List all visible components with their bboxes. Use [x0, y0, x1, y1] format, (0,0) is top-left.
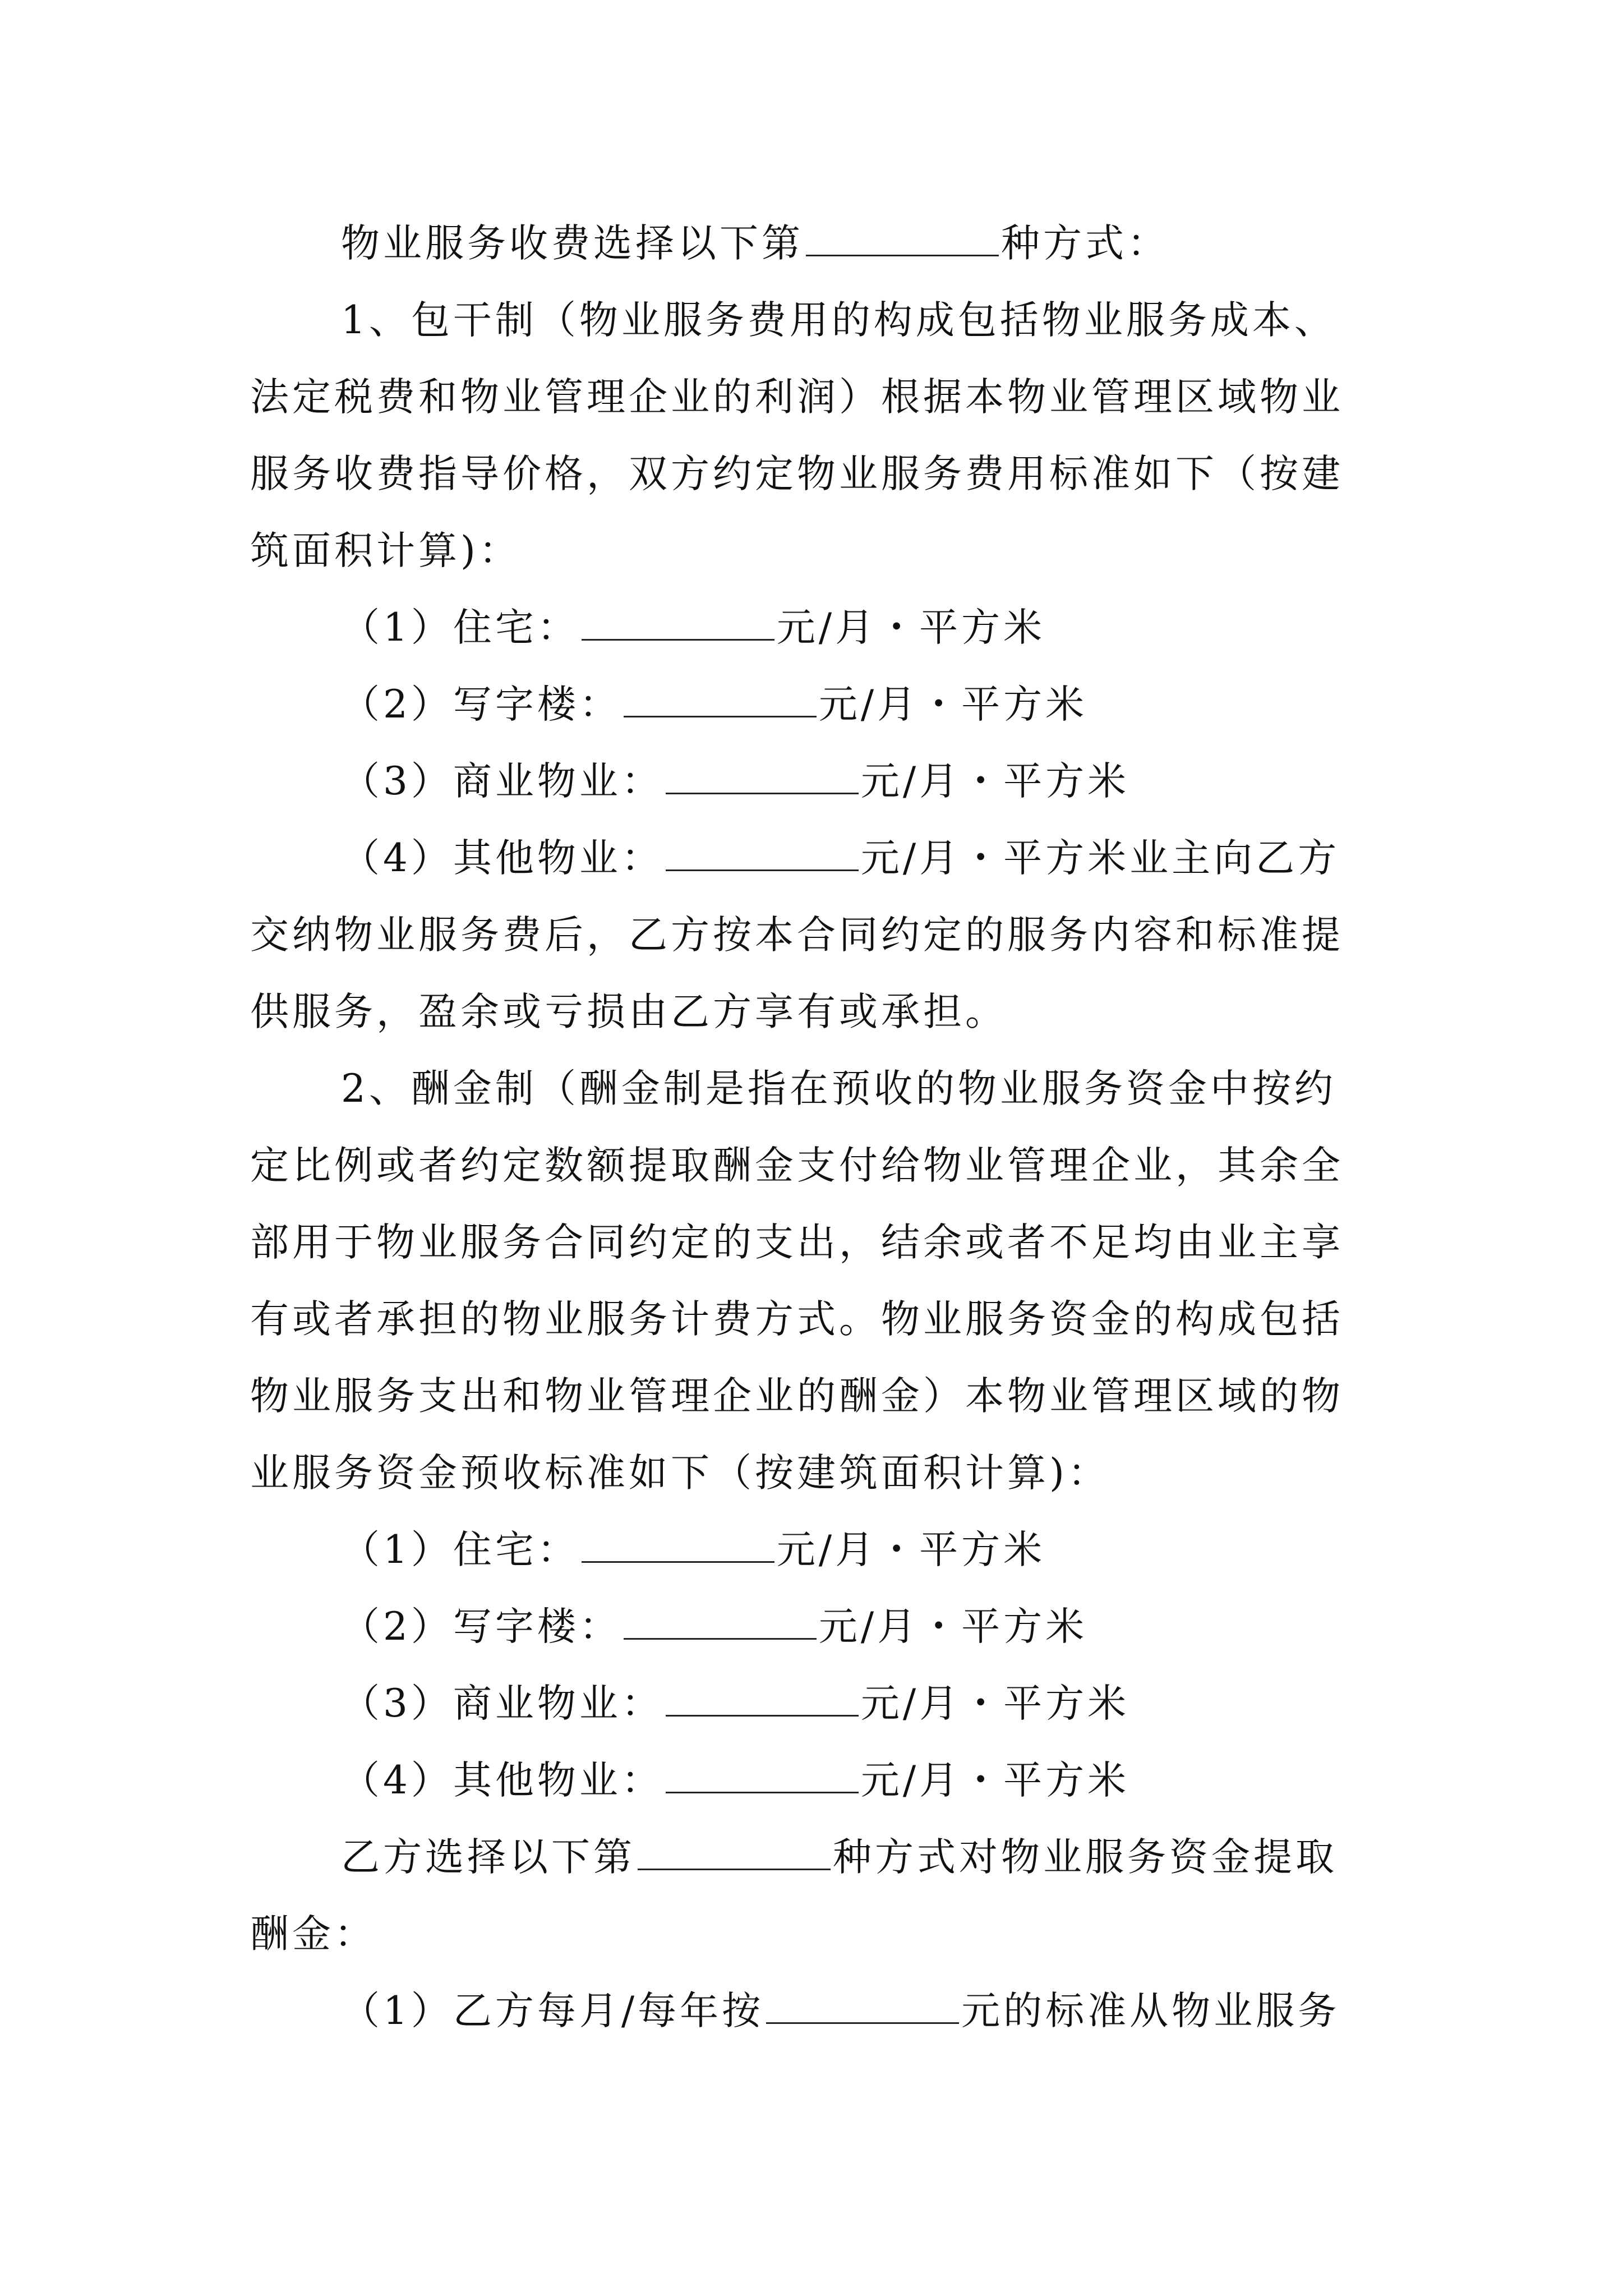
paragraph-line: [250, 436, 1377, 513]
line-text: 筑面积计算)：: [250, 528, 521, 573]
paragraph-line: [250, 1973, 1377, 2050]
line-text: （1）住宅：: [341, 605, 579, 650]
paragraph-line: [250, 359, 1377, 436]
line-text: 有或者承担的物业服务计费方式。物业服务资金的构成包括: [250, 1297, 1344, 1342]
paragraph-line: [250, 1358, 1377, 1435]
line-text: 部用于物业服务合同约定的支出，结余或者不足均由业主享: [250, 1220, 1344, 1265]
fill-in-blank[interactable]: [624, 1604, 817, 1640]
fill-in-blank[interactable]: [666, 1681, 859, 1717]
paragraph-line: [250, 1204, 1377, 1281]
paragraph-line: [250, 1281, 1377, 1358]
line-text: 种方式：: [1001, 221, 1169, 266]
line-text: 供服务，盈余或亏损由乙方享有或承担。: [250, 990, 1007, 1034]
fill-in-blank[interactable]: [666, 1758, 859, 1793]
paragraph-line: [250, 1742, 1377, 1819]
paragraph-line: [250, 1128, 1377, 1204]
paragraph-line: [250, 205, 1377, 282]
line-text: （3）商业物业：: [341, 759, 663, 804]
paragraph-line: [250, 820, 1377, 897]
document-body: [250, 205, 1377, 2050]
paragraph-line: [250, 282, 1377, 359]
line-text: （4）其他物业：: [341, 836, 663, 881]
line-text: 元/月・平方米: [860, 1681, 1130, 1726]
line-text: （3）商业物业：: [341, 1681, 663, 1726]
line-text: 1、包干制（物业服务费用的构成包括物业服务成本、: [341, 298, 1336, 343]
fill-in-blank[interactable]: [582, 605, 774, 641]
paragraph-line: [250, 1665, 1377, 1742]
line-text: 元/月・平方米: [818, 1604, 1088, 1649]
paragraph-line: [250, 666, 1377, 743]
paragraph-line: [250, 1819, 1377, 1896]
line-text: 元/月・平方米: [776, 605, 1046, 650]
line-text: 2、酬金制（酬金制是指在预收的物业服务资金中按约: [341, 1066, 1336, 1111]
line-text: （2）写字楼：: [341, 1604, 621, 1649]
fill-in-blank[interactable]: [806, 221, 999, 256]
line-text: 种方式对物业服务资金提取: [833, 1835, 1338, 1880]
line-text: 定比例或者约定数额提取酬金支付给物业管理企业，其余全: [250, 1143, 1344, 1188]
line-text: 服务收费指导价格，双方约定物业服务费用标准如下（按建: [250, 452, 1344, 496]
paragraph-line: [250, 1435, 1377, 1512]
line-text: 元/月・平方米: [818, 682, 1088, 727]
fill-in-blank[interactable]: [582, 1527, 774, 1563]
paragraph-line: [250, 743, 1377, 820]
line-text: 元/月・平方米: [860, 759, 1130, 804]
fill-in-blank[interactable]: [666, 759, 859, 794]
paragraph-line: [250, 1051, 1377, 1128]
line-text: （1）住宅：: [341, 1527, 579, 1572]
line-text: 物业服务支出和物业管理企业的酬金）本物业管理区域的物: [250, 1374, 1344, 1419]
line-text: 酬金：: [250, 1912, 376, 1957]
line-text: 物业服务收费选择以下第: [341, 221, 804, 266]
paragraph-line: [250, 1512, 1377, 1589]
line-text: （2）写字楼：: [341, 682, 621, 727]
line-text: 元/月・平方米业主向乙方: [860, 836, 1340, 881]
paragraph-line: [250, 513, 1377, 590]
fill-in-blank[interactable]: [638, 1835, 831, 1870]
fill-in-blank[interactable]: [766, 1989, 959, 2024]
line-text: （1）乙方每月/每年按: [341, 1989, 764, 2033]
paragraph-line: [250, 590, 1377, 666]
line-text: 元/月・平方米: [860, 1758, 1130, 1803]
fill-in-blank[interactable]: [624, 682, 817, 717]
fill-in-blank[interactable]: [666, 836, 859, 871]
line-text: （4）其他物业：: [341, 1758, 663, 1803]
line-text: 乙方选择以下第: [341, 1835, 635, 1880]
line-text: 业服务资金预收标准如下（按建筑面积计算)：: [250, 1451, 1110, 1496]
line-text: 元/月・平方米: [776, 1527, 1046, 1572]
paragraph-line: [250, 974, 1377, 1051]
line-text: 法定税费和物业管理企业的利润）根据本物业管理区域物业: [250, 375, 1344, 420]
paragraph-line: [250, 1896, 1377, 1973]
paragraph-line: [250, 897, 1377, 974]
line-text: 元的标准从物业服务: [961, 1989, 1340, 2033]
paragraph-line: [250, 1589, 1377, 1665]
line-text: 交纳物业服务费后，乙方按本合同约定的服务内容和标准提: [250, 913, 1344, 958]
